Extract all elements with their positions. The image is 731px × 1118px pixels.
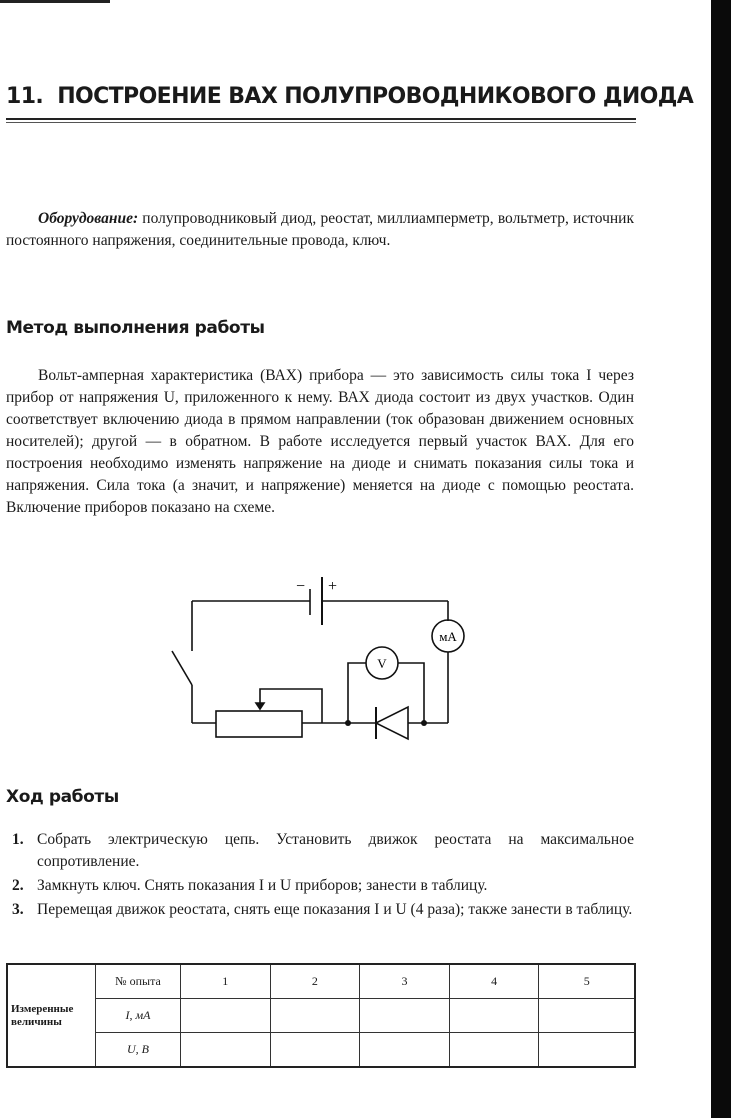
step-number: 2. xyxy=(12,877,24,894)
table-row xyxy=(7,999,635,1033)
column-header: 5 xyxy=(539,964,635,999)
junction-dot-left xyxy=(345,720,351,726)
table-cell[interactable] xyxy=(539,1033,635,1068)
procedure-step xyxy=(6,829,634,873)
step-text: Собрать электрическую цепь. Установить движок реостата на максимальное сопротивление. xyxy=(37,831,634,870)
row-label: I, мА xyxy=(96,999,181,1033)
table-cell[interactable] xyxy=(181,1033,271,1068)
table-cell[interactable] xyxy=(360,1033,450,1068)
procedure-heading: Ход работы xyxy=(6,787,119,807)
column-header: 1 xyxy=(181,964,271,999)
row-group-header: Измеренные величины xyxy=(7,964,96,1067)
title-underline-thin xyxy=(6,122,636,123)
table-cell[interactable] xyxy=(270,1033,360,1068)
table-cell[interactable] xyxy=(360,999,450,1033)
procedure-step xyxy=(6,899,634,921)
method-heading: Метод выполнения работы xyxy=(6,318,265,338)
voltmeter-label: V xyxy=(377,656,387,671)
junction-dot-right xyxy=(421,720,427,726)
step-text: Перемещая движок реостата, снять еще показания I и U (4 раза); также занести в таблицу. xyxy=(37,901,633,918)
battery-plus: + xyxy=(328,578,338,595)
step-text: Замкнуть ключ. Снять показания I и U приборов; занести в таблицу. xyxy=(37,877,488,894)
column-header: 2 xyxy=(270,964,360,999)
table-cell[interactable] xyxy=(449,999,539,1033)
rheostat-slider-wire xyxy=(260,689,322,723)
table-cell[interactable] xyxy=(539,999,635,1033)
method-paragraph: Вольт-амперная характеристика (ВАХ) прибора — это зависимость силы тока I через прибор от напряжения U, приложенного к нему. ВАХ диода состоит из двух участков. Один соответствует включению диода в прямом направлении (ток образован движением основных носителей); другой — в обратном. В работе исследуется первый участок ВАХ. Для его построения необходимо изменять напряжение на диоде и снимать показания силы тока и напряжения. Сила тока (а значит, и напряжение) меняется на диоде с помощью реостата. Включение приборов показано на схеме. xyxy=(6,367,634,516)
row-label: U, В xyxy=(96,1033,181,1068)
switch-blade xyxy=(172,651,192,685)
wire-voltmeter-right xyxy=(398,663,424,723)
measurements-table xyxy=(6,963,636,1068)
ammeter-label: мА xyxy=(439,629,457,644)
equipment-paragraph xyxy=(6,208,634,252)
section-number: 11. xyxy=(6,84,44,109)
procedure-step xyxy=(6,875,634,897)
diode-triangle xyxy=(376,707,408,739)
table-cell[interactable] xyxy=(181,999,271,1033)
table-row xyxy=(7,1033,635,1068)
title-underline xyxy=(6,118,636,120)
step-number: 3. xyxy=(12,901,24,918)
top-rule xyxy=(0,0,110,3)
procedure-steps xyxy=(6,829,634,923)
page-title xyxy=(6,84,694,109)
wire-voltmeter-left xyxy=(348,663,366,723)
rheostat-body xyxy=(216,711,302,737)
scan-edge-shadow xyxy=(711,0,731,1118)
step-number: 1. xyxy=(12,831,24,848)
column-header: 4 xyxy=(449,964,539,999)
equipment-text: полупроводниковый диод, реостат, миллиамперметр, вольтметр, источник постоянного напряжения, соединительные провода, ключ. xyxy=(6,210,634,249)
title-text: ПОСТРОЕНИЕ ВАХ ПОЛУПРОВОДНИКОВОГО ДИОДА xyxy=(57,84,694,109)
equipment-label: Оборудование: xyxy=(38,210,139,227)
column-header-label: № опыта xyxy=(96,964,181,999)
table-cell[interactable] xyxy=(270,999,360,1033)
table-cell[interactable] xyxy=(449,1033,539,1068)
battery-minus: − xyxy=(296,578,306,595)
table-header-row xyxy=(7,964,635,999)
column-header: 3 xyxy=(360,964,450,999)
circuit-diagram xyxy=(160,575,480,745)
